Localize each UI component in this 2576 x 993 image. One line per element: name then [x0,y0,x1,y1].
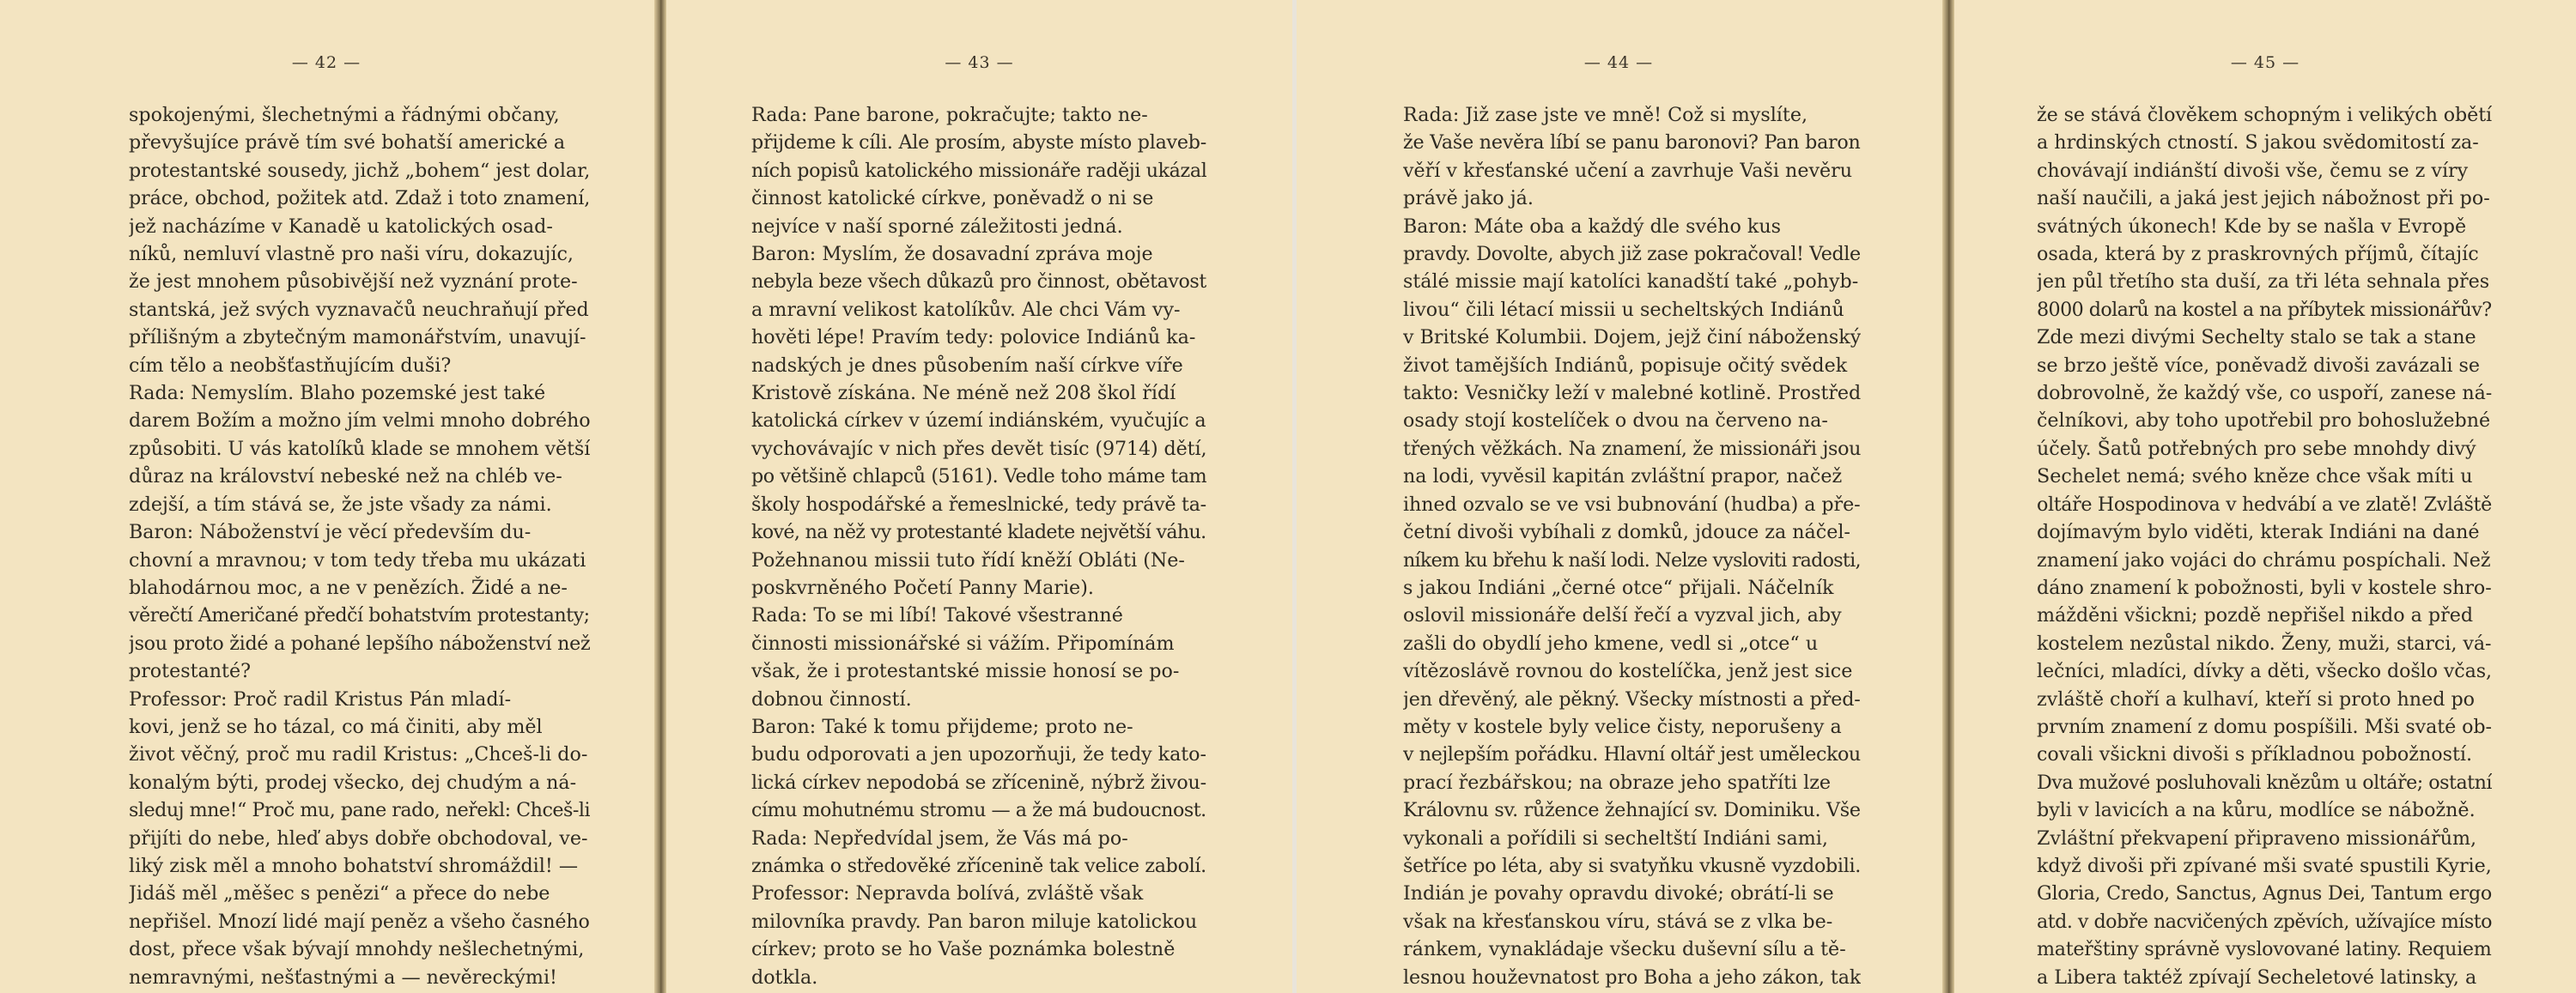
book-gutter [1942,0,1954,993]
page-number: — 42 — [291,53,361,72]
text-line: čelníkovi, aby toho upotřebil pro bohoslužebné [2037,409,2491,433]
text-line: byli v lavicích a na kůru, modlíce se nábožně. [2037,799,2476,822]
text-line: práce, obchod, požitek atd. Zdaž i toto znamení, [129,187,590,210]
text-line: osady stojí kostelíček o dvou na červeno na- [1403,409,1828,433]
text-line: však na křesťanskou víru, stává se z vlka be- [1403,910,1833,933]
text-line: a mravní velikost katolíkův. Ale chci Vám vy- [751,298,1181,321]
text-line: budu odporovati a jen upozorňuji, že tedy kato- [751,743,1206,766]
text-line: zvláště choří a kulhaví, kteří si proto hned po [2037,687,2476,711]
text-line: Rada: Nemyslím. Blaho pozemské jest také [129,382,546,405]
text-line: na lodi, vyvěsil kapitán zvláštní prapor, načež [1403,465,1843,488]
text-line: Gloria, Credo, Sanctus, Agnus Dei, Tantum ergo [2037,882,2492,905]
text-line: Baron: Myslím, že dosavadní zpráva moje [751,243,1153,266]
text-line: prvním znamení z domu pospíšili. Mši svaté ob- [2037,715,2492,738]
text-line: vychovávajíc v nich přes devět tisíc (9714) dětí, [751,437,1206,460]
text-line: hověti lépe! Pravím tedy: polovice Indiánů ka- [751,326,1196,349]
text-line: poskvrněného Početí Panny Marie). [751,576,1094,599]
text-line: znamení jako vojáci do chrámu pospíchali. Než [2037,548,2491,572]
text-line: v Britské Kolumbii. Dojem, jejž činí náboženský [1403,326,1861,349]
text-line: přílišným a zbytečným mamonářstvím, unavují- [129,326,586,349]
text-line: dotkla. [751,966,818,989]
text-line: Jidáš měl „měšec s penězi“ a přece do nebe [129,882,550,905]
text-line: třených věžkách. Na znamení, že missionáři jsou [1403,437,1861,460]
text-line: vykonali a pořídili si secheltští Indiáni sami, [1403,826,1828,850]
text-line: osada, která by z praskrovných příjmů, čítajíc [2037,243,2479,266]
text-line: níků, nemluví vlastně pro naši víru, dokazujíc, [129,243,574,266]
text-line: kové, na něž vy protestanté kladete největší váhu. [751,521,1206,544]
page-number: — 44 — [1583,53,1654,72]
text-line: Rada: Nepředvídal jsem, že Vás má po- [751,826,1128,850]
text-line: katolická církev v území indiánském, vyučujíc a [751,409,1206,433]
page-text [2037,101,2492,991]
text-line: kovi, jenž se ho tázal, co má činiti, aby měl [129,715,543,738]
page-text [1403,101,1861,991]
book-spread-right [1297,0,2576,993]
text-line: zašli do obydlí jeho kmene, vedl si „otce“ u [1403,632,1819,655]
text-line: darem Božím a možno jím velmi mnoho dobrého [129,409,590,433]
text-line: převyšujíce právě tím své bohatší americké a [129,131,566,154]
text-line: šetříce po léta, aby si svatyňku vkusně vyzdobili. [1403,854,1861,877]
text-line: že Vaše nevěra líbí se panu baronovi? Pan baron [1403,131,1861,154]
text-line: vítězoslávě rovnou do kostelíčka, jenž jest sice [1403,660,1853,683]
text-line: Dva mužové posluhovali knězům u oltáře; ostatní [2037,771,2492,794]
text-line: v nejlepším pořádku. Hlavní oltář jest uměleckou [1403,743,1861,766]
text-line: účely. Šatů potřebných pro sebe mnohdy divý [2037,437,2476,460]
text-line: protestantské sousedy, jichž „bohem“ jest dolar, [129,159,590,182]
text-line: a hrdinských ctností. S jakou svědomitostí za- [2037,131,2479,154]
text-line: Zvláštní překvapení připraveno missionářům, [2037,826,2477,850]
text-line: že se stává člověkem schopným i velikých obětí [2037,104,2492,126]
text-line: věrečtí Američané předčí bohatstvím protestanty; [129,604,590,627]
text-line: nejvíce v naší sporné záležitosti jedná. [751,215,1123,238]
book-gutter [654,0,666,993]
text-line: Rada: To se mi líbí! Takové všestranné [751,604,1123,627]
text-line: Baron: Také k tomu přijdeme; proto ne- [751,715,1133,738]
text-line: jen půl třetího sta duší, za tři léta sehnala přes [2037,270,2490,294]
text-line: přijíti do nebe, hleď abys dobře obchodoval, ve- [129,826,588,850]
text-line: sleduj mne!“ Proč mu, pane rado, neřekl: Chceš-li [129,799,590,822]
text-line: Sechelet nemá; svého kněze chce však míti u [2037,465,2473,488]
text-line: protestanté? [129,660,251,683]
text-line: dobrovolně, že každý vše, co uspoří, zanese ná- [2037,382,2492,405]
text-line: Požehnanou missii tuto řídí kněží Obláti (Ne- [751,548,1185,572]
text-line: s jakou Indiáni „černé otce“ přijali. Náčelník [1403,576,1834,599]
text-line: kostelem nezůstal nikdo. Ženy, muži, starci, vá- [2037,632,2492,655]
text-line: jež nacházíme v Kanadě u katolických osad- [129,215,553,238]
text-line: oslovil missionáře delší řečí a vyzval jich, aby [1403,604,1842,627]
text-line: chovávají indiánští divoši vše, čemu se z víry [2037,159,2469,182]
text-line: mážděni všickni; pozdě nepřišel nikdo a před [2037,604,2474,627]
text-line: covali všickni divoši s příkladnou pobožností. [2037,743,2473,766]
text-line: nadských je dnes působením naší církve víře [751,354,1183,377]
text-line: věří v křesťanské učení a zavrhuje Vaši nevěru [1403,159,1853,182]
text-line: jen dřevěný, ale pěkný. Všecky místnosti a před- [1403,687,1861,711]
text-line: nepřišel. Mnozí lidé mají peněz a všeho časného [129,910,590,933]
text-line: dost, přece však bývají mnohdy nešlechetnými, [129,938,585,961]
text-line: se brzo ještě více, poněvadž divoši zavázali se [2037,354,2481,377]
text-line: způsobiti. U vás katolíků klade se mnohem větší [129,437,590,460]
text-line: konalým býti, prodej všecko, dej chudým a ná- [129,771,577,794]
page-45 [1954,0,2576,993]
text-line: lická církev nepodobá se zřícenině, nýbrž živou- [751,771,1206,794]
text-line: spokojenými, šlechetnými a řádnými občany, [129,104,560,126]
text-line: nemravnými, nešťastnými a — nevěreckými! [129,966,557,989]
text-line: četní divoši vybíhali z domků, jdouce za náčel- [1403,521,1850,544]
text-line: a Libera taktéž zpívají Secheletové latinsky, a [2037,966,2477,989]
text-line: když divoši při zpívané mši svaté spustili Kyrie, [2037,854,2492,877]
text-line: dojímavým bylo viděti, kterak Indiáni na dané [2037,521,2480,544]
page-42 [0,0,653,993]
text-line: zdejší, a tím stává se, že jste všady za námi. [129,493,552,516]
page-44 [1297,0,1941,993]
text-line: cím tělo a neobšťastňujícím duši? [129,354,452,377]
text-line: Kristově získána. Ne méně než 208 škol řídí [751,382,1176,405]
text-line: církev; proto se ho Vaše poznámka bolestně [751,938,1176,961]
text-line: stálé missie mají katolíci kanadští také „pohyb- [1403,270,1859,294]
page-number: — 45 — [2230,53,2300,72]
text-line: Professor: Nepravda bolívá, zvláště však [751,882,1144,905]
text-line: ránkem, vynakládaje všecku duševní sílu a tě- [1403,938,1846,961]
text-line: lečníci, mladíci, dívky a děti, všecko došlo včas, [2037,660,2492,683]
text-line: chovní a mravnou; v tom tedy třeba mu ukázati [129,548,586,572]
text-line: Zde mezi divými Sechelty stalo se tak a stane [2037,326,2476,349]
text-line: Indián je povahy opravdu divoké; obrátí-li se [1403,882,1834,905]
text-line: milovníka pravdy. Pan baron miluje katolickou [751,910,1198,933]
text-line: pravdy. Dovolte, abych již zase pokračoval! Vedle [1403,243,1861,266]
text-line: Baron: Náboženství je věcí především du- [129,521,532,544]
text-line: dobnou činností. [751,687,912,711]
text-line: Professor: Proč radil Kristus Pán mladí- [129,687,512,711]
text-line: lesnou houževnatost pro Boha a jeho zákon, tak [1403,966,1861,989]
text-line: níkem ku břehu k naší lodi. Nelze vysloviti radosti, [1403,548,1861,572]
text-line: svátných úkonech! Kde by se našla v Evropě [2037,215,2467,238]
text-line: Rada: Pane barone, pokračujte; takto ne- [751,104,1148,126]
text-line: oltáře Hospodinova v hedvábí a ve zlatě! Zvláště [2037,493,2492,516]
text-line: liký zisk měl a mnoho bohatství shromáždil! — [129,854,579,877]
text-line: ních popisů katolického missionáře raději ukázal [751,159,1206,182]
text-line: naší naučili, a jaká jest jejich nábožnost při po- [2037,187,2490,210]
text-line: však, že i protestantské missie honosí se po- [751,660,1180,683]
text-line: činnost katolické církve, poněvadž o ni se [751,187,1154,210]
text-line: ihned ozvalo se ve vsi bubnování (hudba) a pře- [1403,493,1861,516]
text-line: školy hospodářské a řemeslnické, tedy právě ta- [751,493,1206,516]
text-line: že jest mnohem působivější než vyznání prote- [129,270,578,294]
text-line: život věčný, proč mu radil Kristus: „Chceš-li do- [129,743,588,766]
text-line: mateřštiny správně vyslovované latiny. Requiem [2037,938,2492,961]
text-line: měty v kostele byly velice čisty, neporušeny a [1403,715,1842,738]
text-line: blahodárnou moc, a ne v penězích. Židé a ne- [129,576,568,599]
page-text [751,101,1206,991]
text-line: důraz na království nebeské než na chléb ve- [129,465,562,488]
text-line: život tamějších Indiánů, popisuje očitý svědek [1403,354,1848,377]
text-line: atd. v dobře nacvičených zpěvích, užívajíce místo [2037,910,2492,933]
text-line: stantská, jež svých vyznavačů neuchraňují před [129,298,589,321]
text-line: takto: Vesničky leží v malebné kotlině. Prostřed [1403,382,1861,405]
text-line: právě jako já. [1403,187,1534,210]
text-line: livou“ čili létací missii u secheltských Indiánů [1403,298,1844,321]
page-text [129,101,590,991]
text-line: dáno znamení k pobožnosti, byli v kostele shro- [2037,576,2492,599]
text-line: prací řezbářskou; na obraze jeho spatříti lze [1403,771,1832,794]
page-43 [666,0,1292,993]
text-line: známka o středověké zřícenině tak velice zabolí. [751,854,1206,877]
text-line: po většině chlapců (5161). Vedle toho máme tam [751,465,1206,488]
text-line: címu mohutnému stromu — a že má budoucnost. [751,799,1206,822]
text-line: 8000 dolarů na kostel a na příbytek missionářův? [2037,298,2492,321]
text-line: Královnu sv. růžence žehnající sv. Dominiku. Vše [1403,799,1861,822]
text-line: jsou proto židé a pohané lepšího náboženství než [129,632,590,655]
text-line: Baron: Máte oba a každý dle svého kus [1403,215,1781,238]
text-line: přijdeme k cíli. Ale prosím, abyste místo plaveb- [751,131,1206,154]
page-number: — 43 — [945,53,1014,72]
text-line: činnosti missionářské si vážím. Připomínám [751,632,1175,655]
text-line: nebyla beze všech důkazů pro činnost, obětavost [751,270,1206,294]
text-line: Rada: Již zase jste ve mně! Což si myslíte, [1403,104,1807,126]
